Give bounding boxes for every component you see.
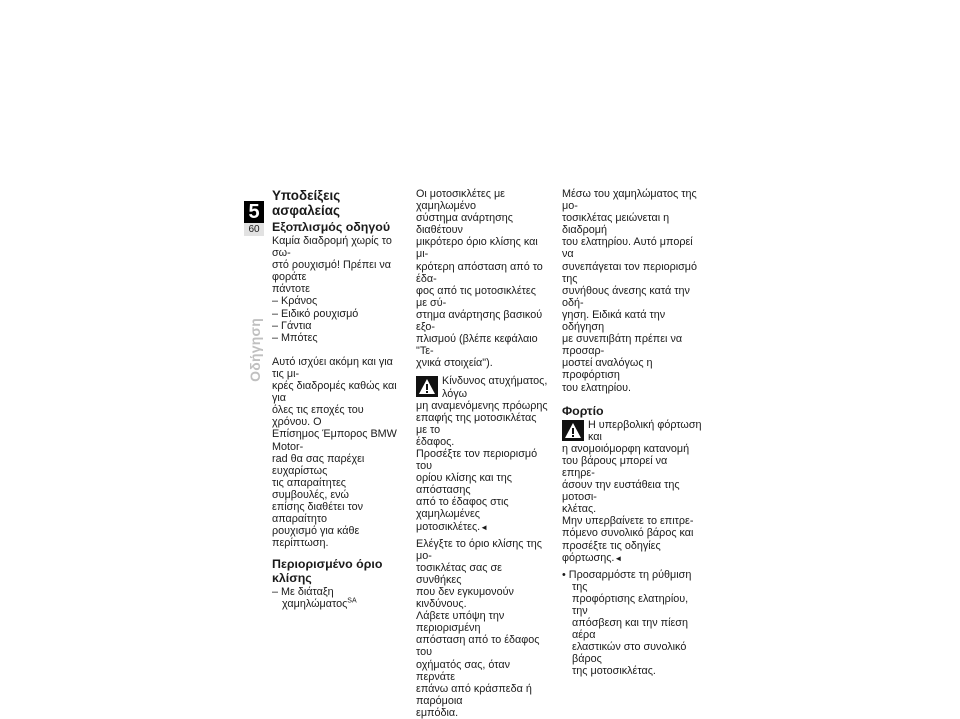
list-item: – Μπότες	[272, 331, 318, 344]
section-title: Υποδείξεις ασφαλείας	[272, 188, 341, 218]
warning-text: Κίνδυνος ατυχήματος, λόγω μη αναμενόμενης πρόωρης επαφής της μοτοσικλέτας με το έδαφος.	[416, 375, 548, 448]
chapter-side-title: Οδήγηση	[247, 318, 263, 382]
list-item: – Με διάταξη χαμηλώματος$^{SA}$	[272, 586, 357, 611]
chapter-number: 5	[244, 201, 264, 223]
warning-block	[562, 419, 702, 516]
warning-continuation: Μην υπερβαίνετε το επιτρε- πόμενο συνολικό βάρος και προσέξτε τις οδηγίες φόρτωσης.◄	[562, 515, 694, 564]
column-2	[416, 188, 548, 719]
load-heading: Φορτίο	[562, 403, 604, 418]
spring-paragraph: Μέσω του χαμηλώματος της μο- τοσικλέτας μειώνεται η διαδρομή του ελατηρίου. Αυτό μπορεί να συνεπάγεται τον περιορισμό της συνήθους άνεσης κατά την οδή- γηση. Ειδικά κατά την οδήγηση με συνεπιβάτη πρέπει να προσαρ- μοστεί αναλόγως η προφόρτιση του ελατηρίου.	[562, 188, 698, 394]
warning-text: Η υπερβολική φόρτωση και η ανομοιόμορφη κατανομή του βάρους μπορεί να επηρε- άσουν την ευστάθεια της μοτοσι- κλέτας.	[562, 418, 702, 516]
list-item: • Προσαρμόστε τη ρύθμιση της προφόρτισης ελατηρίου, την απόσβεση και την πίεση αέρα ελαστικών στο συνολικό βάρος της μοτοσικλέτας.	[562, 568, 692, 678]
list-item: – Κράνος	[272, 295, 318, 308]
column-1	[272, 188, 400, 611]
warning-icon	[416, 376, 438, 397]
column-3	[562, 188, 702, 678]
gear-paragraph: Αυτό ισχύει ακόμη και για τις μι- κρές διαδρομές καθώς και για όλες τις εποχές του χρόνου. Ο Επίσημος Έμπορος BMW Motor- rad θα σας παρέχει ευχαρίστως τις απαραίτητες συμβουλές, ενώ επίσης διαθέτει τον απαραίτητο ρουχισμό για κάθε περίπτωση.	[272, 355, 397, 550]
gear-heading: Εξοπλισμός οδηγού	[272, 220, 391, 234]
sa-superscript: SA	[347, 597, 357, 605]
warning-continuation: Προσέξτε τον περιορισμό του ορίου κλίσης και της απόστασης από το έδαφος στις χαμηλωμένες μοτοσικλέτες.◄	[416, 447, 538, 533]
list-item: – Γάντια	[272, 319, 312, 332]
warning-block	[416, 375, 548, 448]
gear-intro: Καμία διαδρομή χωρίς το σω- στό ρουχισμό! Πρέπει να φοράτε πάντοτε	[272, 235, 392, 296]
lean-heading: Περιορισμένο όριο κλίσης	[272, 557, 383, 586]
page-number: 60	[244, 223, 264, 236]
suspension-paragraph: Οι μοτοσικλέτες με χαμηλωμένο σύστημα ανάρτησης διαθέτουν μικρότερο όριο κλίσης και μι- κρότερη απόσταση από το έδα- φος από τις μοτοσικλέτες με σύ- στημα ανάρτησης βασικού εξο- πλισμού (βλέπε κεφάλαιο "Τε- χνικά στοιχεία").	[416, 188, 543, 370]
warning-icon	[562, 420, 584, 441]
lean-check-paragraph: Ελέγξτε το όριο κλίσης της μο- τοσικλέτας σας σε συνθήκες που δεν εγκυμονούν κινδύνους. Λάβετε υπόψη την περιορισμένη απόσταση από το έδαφος του οχήματός σας, όταν περνάτε επάνω από κράσπεδα ή παρόμοια εμπόδια.	[416, 537, 542, 719]
list-item: – Ειδικό ρουχισμό	[272, 307, 359, 320]
end-mark: ◄	[614, 553, 623, 563]
end-mark: ◄	[480, 522, 489, 532]
